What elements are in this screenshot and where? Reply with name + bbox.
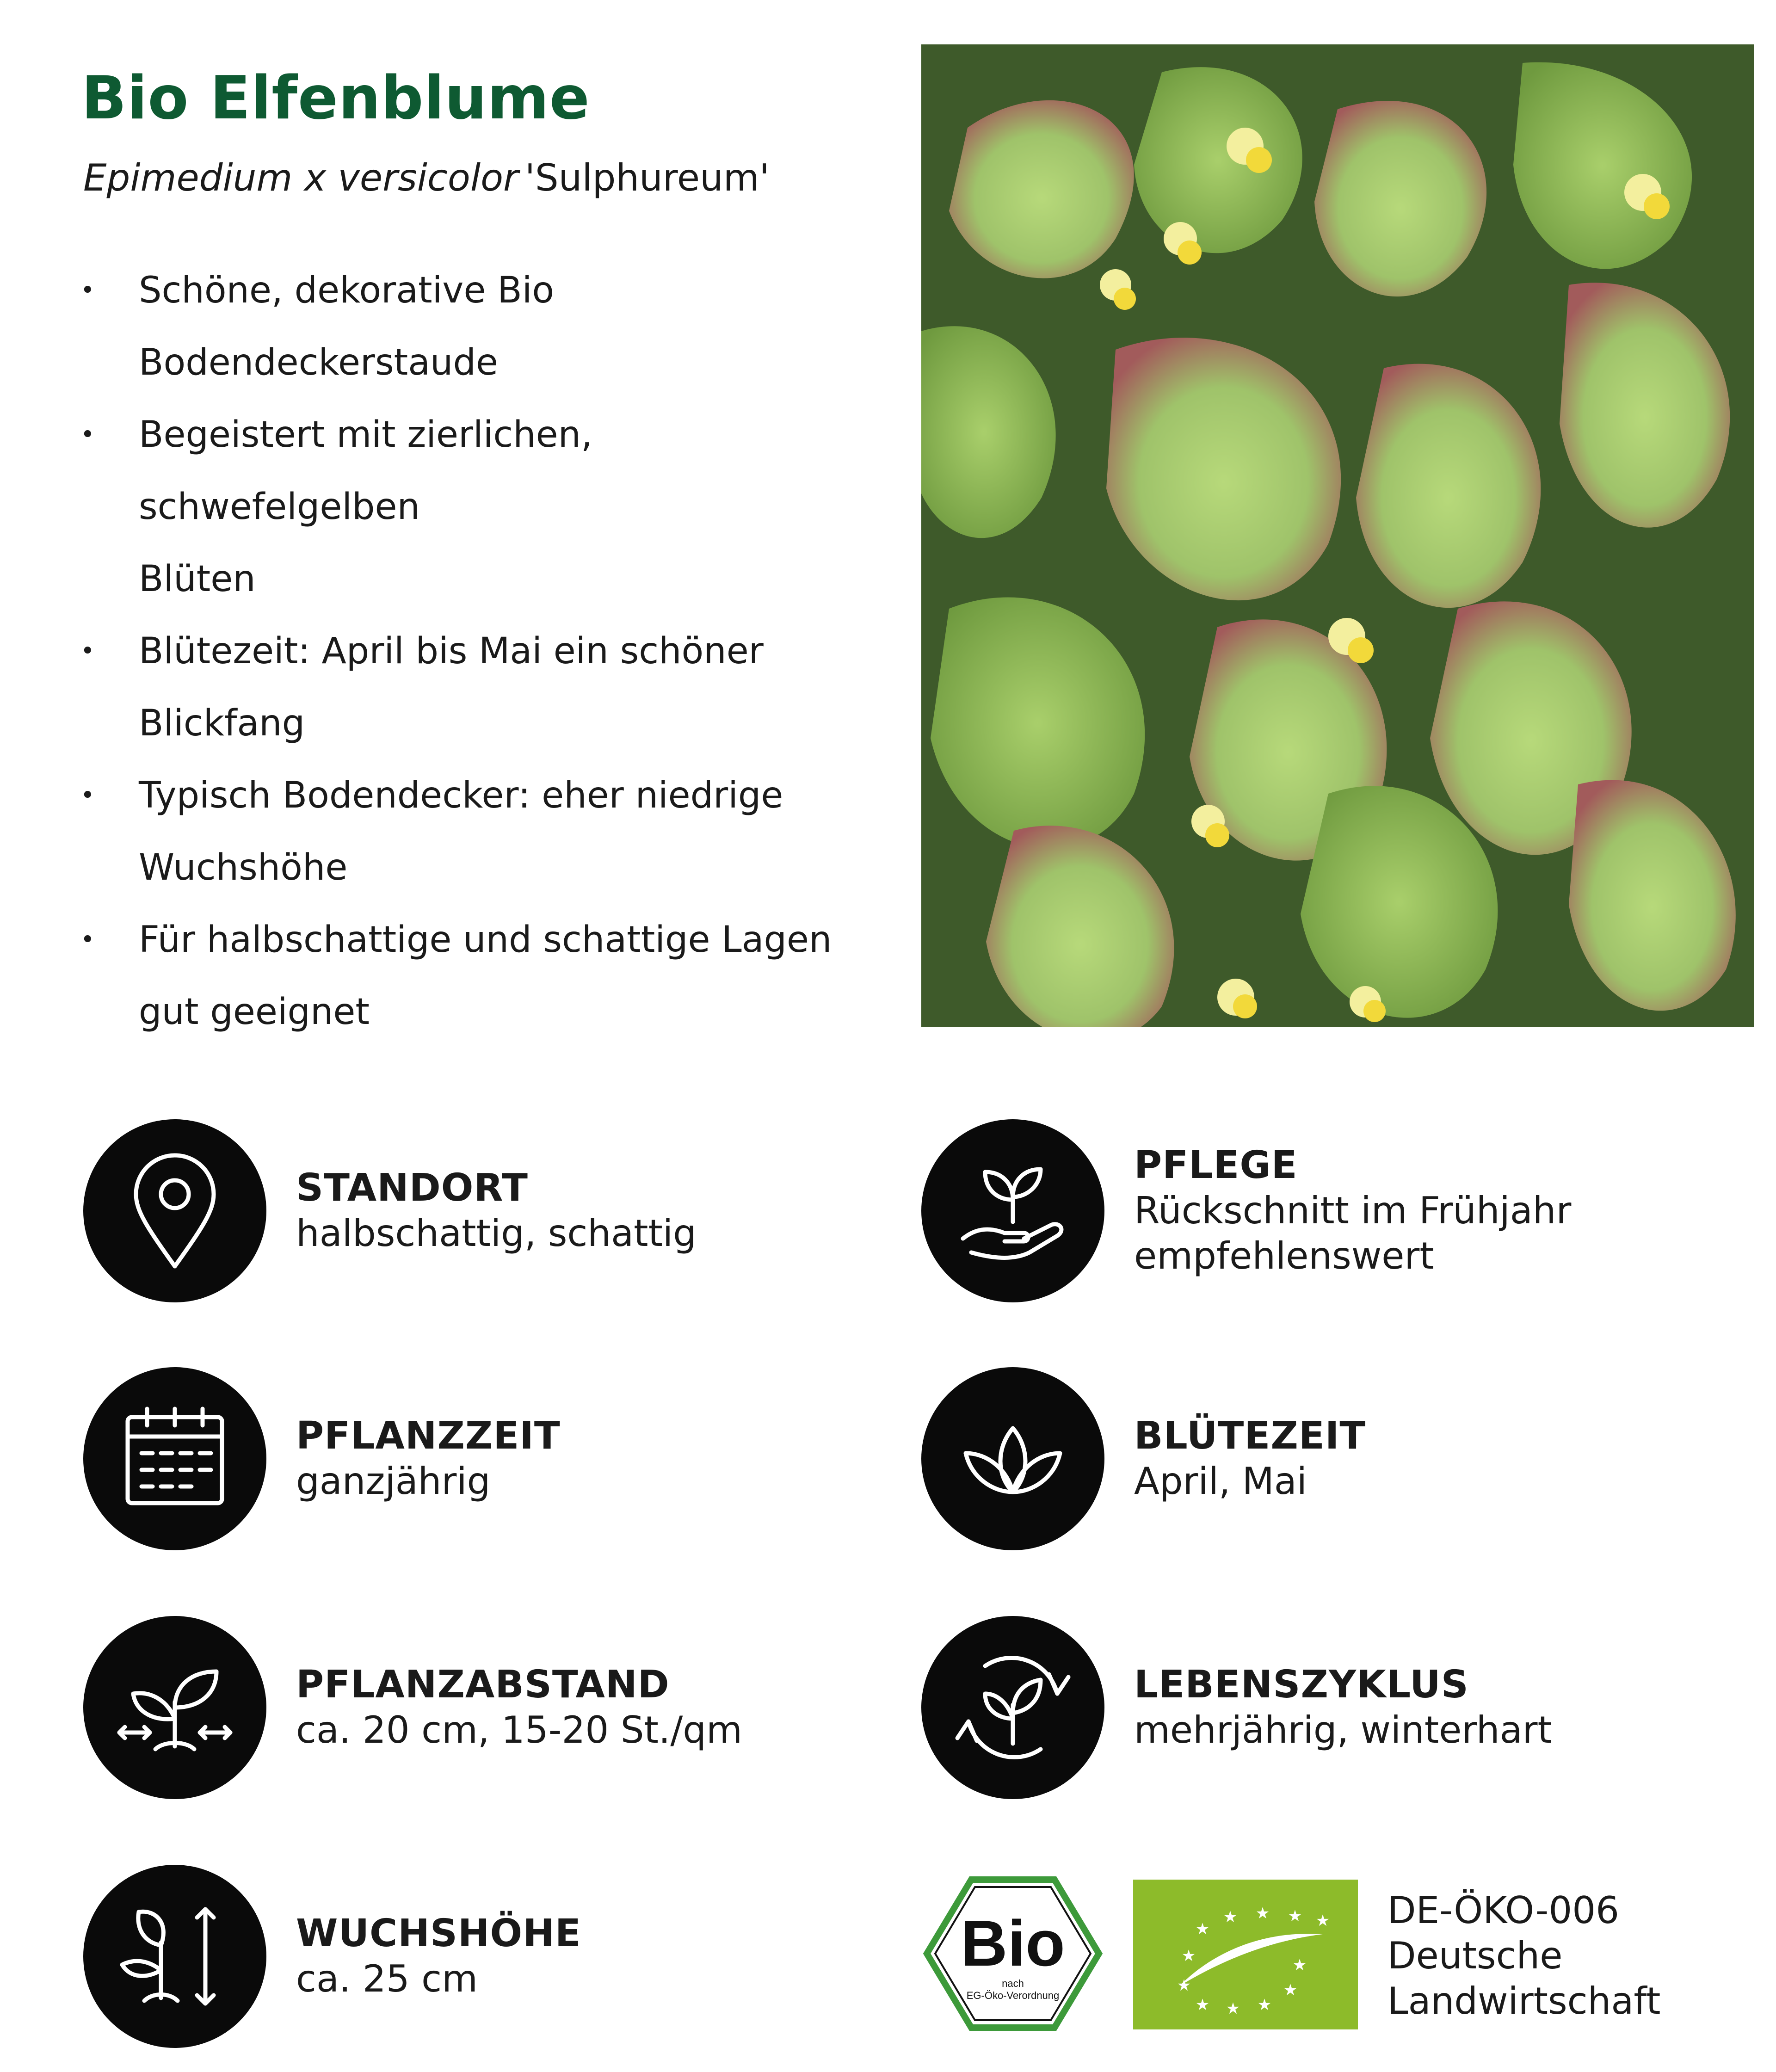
standort-label: STANDORT: [296, 1166, 528, 1210]
wuchshoehe-label: WUCHSHÖHE: [296, 1912, 581, 1955]
product-title: Bio Elfenblume: [81, 64, 590, 133]
info-lebenszyklus: [921, 1616, 1552, 1799]
bio-seal-sub2: EG-Öko-Verordnung: [966, 1990, 1060, 2001]
standort-value: halbschattig, schattig: [296, 1212, 697, 1255]
plant-cycle-icon: [921, 1616, 1104, 1799]
pflanzabstand-label: PFLANZABSTAND: [296, 1663, 670, 1707]
pflege-label: PFLEGE: [1134, 1143, 1298, 1187]
svg-text:★: ★: [1257, 1996, 1272, 2014]
pflege-value-line2: empfehlenswert: [1134, 1234, 1434, 1277]
pflanzzeit-value: ganzjährig: [296, 1460, 491, 1503]
svg-text:★: ★: [1177, 1976, 1191, 1995]
info-wuchshoehe: [83, 1865, 581, 2048]
pflege-value-line1: Rückschnitt im Frühjahr: [1134, 1189, 1572, 1232]
bullet-icon: •: [80, 637, 95, 665]
svg-text:★: ★: [1288, 1907, 1302, 1925]
bullet-icon: •: [80, 421, 95, 449]
pflanzzeit-label: PFLANZZEIT: [296, 1414, 561, 1458]
plant-in-hand-icon: [921, 1119, 1104, 1302]
svg-text:★: ★: [1223, 1908, 1238, 1926]
info-bluetezeit: [921, 1367, 1366, 1550]
bluetezeit-value: April, Mai: [1134, 1460, 1307, 1503]
svg-text:★: ★: [1315, 1912, 1330, 1930]
location-pin-icon: [83, 1119, 266, 1302]
bullet-icon: •: [80, 926, 95, 954]
certification-text: [1388, 1888, 1661, 2024]
cultivar-name: 'Sulphureum': [524, 156, 770, 199]
info-standort: [83, 1119, 697, 1302]
bluetezeit-label: BLÜTEZEIT: [1134, 1414, 1366, 1458]
product-photo: [921, 44, 1754, 1027]
bullet-icon: •: [80, 277, 95, 304]
bullet-icon: •: [80, 782, 95, 809]
latin-name: Epimedium x versicolor: [83, 156, 518, 199]
info-pflanzzeit: [83, 1367, 561, 1550]
svg-text:★: ★: [1255, 1904, 1270, 1923]
pflanzabstand-value: ca. 20 cm, 15-20 St./qm: [296, 1708, 742, 1751]
lebenszyklus-label: LEBENSZYKLUS: [1134, 1663, 1469, 1707]
feature-item: • Typisch Bodendecker: eher niedrige Wuchshöhe: [79, 759, 865, 904]
certification-code: DE-ÖKO-006: [1388, 1889, 1620, 1932]
feature-item: • Schöne, dekorative Bio Bodendeckerstaude: [79, 254, 865, 399]
svg-text:★: ★: [1195, 1996, 1210, 2014]
calendar-icon: [83, 1367, 266, 1550]
lebenszyklus-value: mehrjährig, winterhart: [1134, 1708, 1552, 1751]
info-pflanzabstand: [83, 1616, 742, 1799]
feature-list: [79, 254, 865, 1048]
svg-text:★: ★: [1226, 1999, 1240, 2018]
info-pflege: [921, 1119, 1571, 1302]
plant-height-icon: [83, 1865, 266, 2048]
svg-text:★: ★: [1181, 1947, 1196, 1965]
feature-item: • Blütezeit: April bis Mai ein schöner Blickfang: [79, 615, 865, 759]
plant-spacing-icon: [83, 1616, 266, 1799]
bio-seal-sub1: nach: [1002, 1978, 1024, 1989]
certification-line3: Landwirtschaft: [1388, 1980, 1661, 2023]
product-latin-name: [83, 156, 770, 199]
eu-organic-leaf-icon: [1133, 1880, 1358, 2029]
feature-item: • Für halbschattige und schattige Lagen gut geeignet: [79, 904, 865, 1048]
svg-text:★: ★: [1195, 1920, 1210, 1938]
svg-text:★: ★: [1292, 1956, 1307, 1974]
certification-line2: Deutsche: [1388, 1934, 1563, 1977]
flower-icon: [921, 1367, 1104, 1550]
svg-text:★: ★: [1283, 1981, 1298, 1999]
feature-item: • Begeistert mit zierlichen, schwefelgelben Blüten: [79, 399, 865, 615]
bio-seal-text: Bio: [961, 1907, 1065, 1980]
bio-seal-icon: [927, 1880, 1099, 2028]
wuchshoehe-value: ca. 25 cm: [296, 1957, 478, 2000]
